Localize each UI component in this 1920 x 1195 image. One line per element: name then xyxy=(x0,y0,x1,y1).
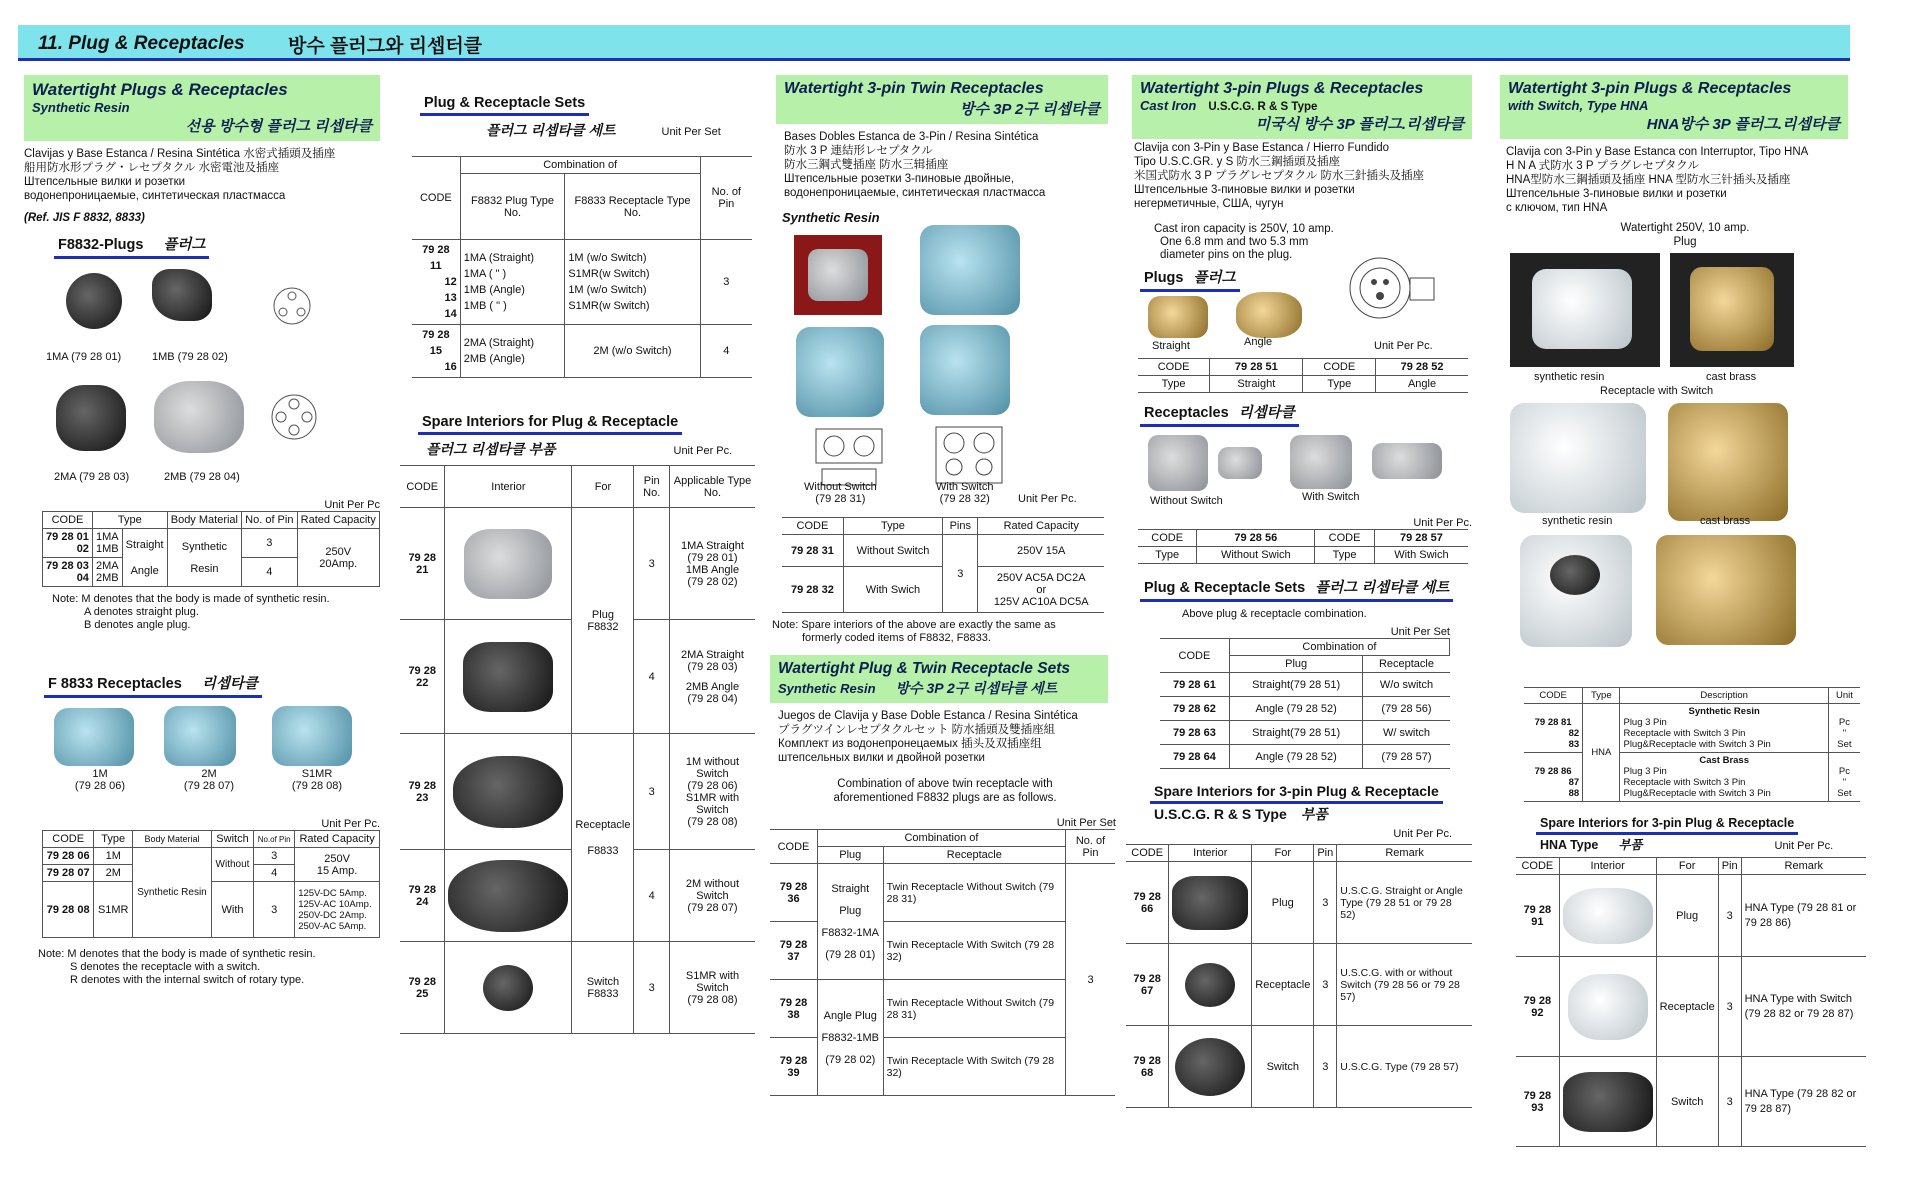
material-label: Synthetic Resin xyxy=(782,210,880,225)
subsection-title-ko: 플러그 리셉타클 세트 Unit Per Set xyxy=(486,122,721,138)
sets-table: CODE Combination of No. of Pin F8832 Plug Type No. F8833 Receptacle Type No. 79 28 11 12 13 14 1MA (Straight) 1MA ( " ) 1MB (Angle) 1MB ( " ) 1M (w/o Switch) S1MR(w Switch) 1M (w/o Switch) S1MR(w Switch) 3 79 28 15 16 2MA (Straight) 2MB (Angle) 2M (w/o Switch) 4 xyxy=(412,156,752,378)
interior-image xyxy=(1175,1038,1245,1096)
interior-image xyxy=(1172,876,1248,930)
note: Note: Spare interiors of the above are exactly the same as formerly coded items of F8832, F8833. xyxy=(772,619,1056,644)
receptacle-s1mr-image xyxy=(272,706,352,766)
receptacle-without-switch-image xyxy=(1148,435,1208,491)
combination-note: Combination of above twin receptacle with aforementioned F8832 plugs are as follows. xyxy=(833,778,1057,804)
uscg-sets-table: CODE Combination of Plug Receptacle 79 28 61 Straight(79 28 51) W/o switch 79 28 62 Angle (79 28 52) (79 28 56) 79 28 63 Straight(79 28 51) W/ switch 79 28 64 Angle (79 28 52) (79 28 57) xyxy=(1160,638,1450,769)
section-header xyxy=(776,75,1108,124)
subsection-subtitle: U.S.C.G. R & S Type 부품 xyxy=(1154,806,1328,822)
desc-line: Clavijas y Base Estanca / Resina Sintética 水密式插頭及插座 xyxy=(24,148,336,160)
receptacles-table: CODE Type Body Material Switch No.of Pin Rated Capacity 79 28 06 1M Synthetic Resin Without 3 250V 15 Amp. 79 28 07 2M 4 79 28 08 S1MR With 3 125V-DC 5Amp. 125V-AC 10Amp. 250V-DC 2Amp. 250V-AC 5Amp. xyxy=(42,830,380,938)
unit-label: Unit Per Set xyxy=(1390,626,1450,638)
multilang-desc xyxy=(24,147,380,225)
section-title-ko: 미국식 방수 3P 플러그.리셉타클 xyxy=(1255,116,1464,133)
unit-label: Unit Per Pc. xyxy=(1413,517,1472,529)
column-plugs-receptacles xyxy=(24,75,380,987)
interior-image xyxy=(453,756,563,828)
receptacle-2m-image xyxy=(164,706,236,766)
uscg-spare-table: CODE Interior For Pin Remark 79 28 66 Plug 3 U.S.C.G. Straight or Angle Type (79 28 51 or 79 28 52) 79 28 67 Receptacle 3 U.S.C.G. with or without Switch (79 28 56 or 79 28 57) 79 28 68 Switch 3 U.S.C.G. Type (79 28 57) xyxy=(1126,844,1472,1108)
subsection-title: F8832-Plugs 플러그 xyxy=(54,233,209,259)
section-title: Watertight 3-pin Plugs & Receptacles xyxy=(1508,80,1792,97)
caption: With Switch (79 28 32) xyxy=(936,481,994,505)
caption: cast brass xyxy=(1706,371,1757,383)
interior-image xyxy=(464,529,552,599)
plug-angle-image xyxy=(1236,292,1302,338)
unit-label: Unit Per Pc. xyxy=(1374,340,1433,352)
interior-image xyxy=(1563,888,1653,944)
section-title: Watertight 3-pin Plugs & Receptacles xyxy=(1140,80,1424,97)
twin-receptacle-table: CODE Type Pins Rated Capacity 79 28 31 Without Switch 3 250V 15A 79 28 32 With Swich 250V AC5A DC2A or 125V AC10A DC5A xyxy=(782,517,1104,613)
page-title-ko: 방수 플러그와 리셉터클 xyxy=(288,36,483,57)
section-header: Watertight 3-pin Plugs & Receptacles Cast Iron U.S.C.G. R & S Type 미국식 방수 3P 플러그.리셉타클 xyxy=(1132,75,1472,139)
uscg-receptacle-images xyxy=(1126,427,1496,517)
caption: 1MB (79 28 02) xyxy=(152,351,228,363)
twin-receptacle-open-image xyxy=(920,325,1010,415)
section-header: Watertight Plug & Twin Receptacle Sets Synthetic Resin 방수 3P 2구 리셉타클 세트 xyxy=(770,655,1108,703)
hna-plug-brass-photo xyxy=(1670,253,1794,367)
caption: Straight xyxy=(1152,340,1190,352)
section-header xyxy=(1500,75,1848,139)
hna-receptacle-resin-image xyxy=(1510,403,1646,513)
unit-label: Unit Per Pc. xyxy=(1393,828,1452,840)
caption: synthetic resin xyxy=(1542,515,1613,527)
unit-label: Unit Per Pc xyxy=(324,499,380,511)
subsection-title: Spare Interiors for 3-pin Plug & Receptacle xyxy=(1536,816,1798,835)
hna-set-brass-image xyxy=(1656,535,1796,645)
caption: cast brass xyxy=(1700,515,1751,527)
section-subtitle: Synthetic Resin xyxy=(32,100,130,115)
interior-image xyxy=(1563,1072,1653,1132)
twin-receptacle-images xyxy=(770,225,1120,505)
plug-straight-image xyxy=(1148,296,1208,338)
subsection-title: Spare Interiors for Plug & Receptacle xyxy=(418,414,682,435)
plug-2mb-image xyxy=(154,381,244,453)
section-title: Watertight Plug & Twin Receptacle Sets xyxy=(778,660,1070,677)
unit-label: Unit Per Pc. xyxy=(321,818,380,830)
interior-image xyxy=(448,860,568,932)
hna-receptacle-brass-image xyxy=(1668,403,1788,521)
column-twin-receptacles xyxy=(770,75,1120,1096)
caption: Receptacle with Switch xyxy=(1600,385,1714,397)
subsection-subtitle: HNA Type 부품 Unit Per Pc. xyxy=(1540,838,1834,852)
caption: 1M (79 28 06) xyxy=(74,768,126,792)
caption: Without Switch (79 28 31) xyxy=(804,481,877,505)
plug-3pin-diagram xyxy=(252,281,332,331)
caption: Angle xyxy=(1244,336,1273,348)
caption: 2MB (79 28 04) xyxy=(164,471,240,483)
section-subtitle: with Switch, Type HNA xyxy=(1508,98,1649,113)
section-title-ko: 선용 방수형 플러그 리셉타클 xyxy=(185,118,372,135)
page-header xyxy=(18,25,1850,61)
interior-image xyxy=(1185,963,1235,1007)
multilang-desc: Bases Dobles Estanca de 3-Pin / Resina Sintética 防水 3 P 連結形レセプタクル 防水三鋼式雙插座 防水三辑插座 Штепсельные розетки 3-пиновые двойные, водонепроницаемые, синтетическая пластмасса xyxy=(784,131,1046,199)
plug-1mb-image xyxy=(152,269,212,321)
caption: S1MR (79 28 08) xyxy=(291,768,343,792)
subsection-title-ko: 플러그 리셉타클 부품 Unit Per Pc. xyxy=(426,441,733,457)
section-title: Watertight 3-pin Twin Receptacles xyxy=(784,80,1044,97)
desc-line: Штепсельные вилки и розетки xyxy=(24,176,186,188)
subsection-title: Spare Interiors for 3-pin Plug & Receptacle xyxy=(1150,783,1443,804)
hna-plug-resin-photo xyxy=(1510,253,1660,367)
receptacle-images xyxy=(24,698,380,802)
receptacle-part-image xyxy=(1372,443,1442,479)
unit-label: Unit Per Set xyxy=(1056,817,1116,829)
subsection-title: Plug & Receptacle Sets xyxy=(420,95,589,116)
reference: (Ref. JIS F 8832, 8833) xyxy=(24,212,145,224)
caption: 1MA (79 28 01) xyxy=(46,351,122,363)
subsection-title: Plugs 플러그 xyxy=(1140,266,1240,292)
hna-set-resin-image xyxy=(1520,535,1632,647)
twin-sets-table: CODE Combination of No. of Pin Plug Receptacle 79 28 36 Straight Plug F8832-1MA (79 28 01) Twin Receptacle Without Switch (79 28 31) 3 79 28 37 Twin Receptacle With Switch (79 28 32) 79 28 38 Angle Plug F8832-1MB (79 28 02) Twin Receptacle Without Switch (79 28 31) 79 28 39 Twin Receptacle With Switch (79 28 32) xyxy=(770,829,1115,1096)
receptacle-part-image xyxy=(1218,447,1262,479)
twin-receptacle-front-image xyxy=(796,327,884,417)
multilang-desc: Clavija con 3-Pin y Base Estanca con Interruptor, Tipo HNA H N A 式防水 3 P プラグレセプタクル HNA型防水三鋼插頭及插座 HNA 型防水三针插头及插座 Штепсельные 3-пиновые вилки и розетки с ключом, тип HNA xyxy=(1506,146,1809,214)
column-uscg xyxy=(1126,75,1496,1108)
hna-spare-table: CODE Interior For Pin Remark 79 28 91 Plug 3 HNA Type (79 28 81 or 79 28 86) 79 28 92 Receptacle 3 HNA Type with Switch (79 28 82 or 79 28 87) 79 28 93 Switch 3 HNA Type (79 28 82 or 79 28 87) xyxy=(1516,857,1866,1147)
plug-2ma-image xyxy=(56,385,126,451)
spec-desc: Watertight 250V, 10 amp. Plug xyxy=(1620,222,1750,248)
desc-line: водонепроницаемые, синтетическая пластмасса xyxy=(24,190,286,202)
hna-images xyxy=(1500,249,1870,687)
spec-desc: Cast iron capacity is 250V, 10 amp. One 6.8 mm and two 5.3 mm diameter pins on the plug. xyxy=(1154,223,1334,261)
uscg-receptacles-table: CODE 79 28 56 CODE 79 28 57 Type Without Swich Type With Swich xyxy=(1138,529,1468,564)
interior-image xyxy=(483,965,533,1011)
section-title-ko: HNA방수 3P 플러그.리셉타클 xyxy=(1646,116,1840,133)
plug-1ma-image xyxy=(66,273,122,329)
receptacle-with-switch-image xyxy=(1290,435,1352,489)
note: Note: M denotes that the body is made of synthetic resin. A denotes straight plug. B denotes angle plug. xyxy=(52,593,330,631)
multilang-desc: Juegos de Clavija y Base Doble Estanca / Resina Sintética プラグツインレセプタクルセット 防水插頭及雙插座組 Комплект из водонепронецаемых 插头及双插座组 штепсельных вилки и двойной розетки xyxy=(778,710,1078,764)
twin-receptacle-red-image xyxy=(794,235,882,315)
desc-line: 船用防水形プラグ・レセプタクル 水密電池及插座 xyxy=(24,162,280,174)
interior-image xyxy=(463,642,553,712)
section-title-ko: 방수 3P 2구 리셉타클 xyxy=(959,101,1100,118)
plugs-table: CODE Type Body Material No. of Pin Rated Capacity 79 28 01 02 1MA 1MB Straight Angle Synthetic Resin 3 250V 20Amp. 79 28 03 04 2MA 2MB 4 xyxy=(42,511,380,587)
plug-drawing xyxy=(1340,240,1440,330)
subsection-title: F 8833 Receptacles 리셉타클 xyxy=(44,672,262,698)
caption: 2MA (79 28 03) xyxy=(54,471,130,483)
subsection-title: Plug & Receptacle Sets 플러그 리셉타클 세트 xyxy=(1140,576,1453,602)
plug-images xyxy=(24,259,380,489)
column-sets xyxy=(400,75,760,1034)
note: Note: M denotes that the body is made of synthetic resin. S denotes the receptacle with a switch. R denotes with the internal switch of rotary type. xyxy=(38,948,316,986)
section-header xyxy=(24,75,380,141)
unit-label: Unit Per Pc. xyxy=(1018,493,1077,505)
caption: Without Switch xyxy=(1150,495,1223,507)
multilang-desc: Clavija con 3-Pin y Base Estanca / Hierro Fundido Tipo U.S.C.GR. y S 防水三鋼插頭及插座 米国式防水 3 P プラグレセプタクル 防水三針插头及插座 Штепсельные 3-пиновые вилки и розетки негерметичные, США, чугун xyxy=(1134,142,1424,210)
page-title: 11. Plug & Receptacles xyxy=(38,33,245,54)
receptacle-1m-image xyxy=(54,708,134,766)
section-title: Watertight Plugs & Receptacles xyxy=(32,80,288,99)
plug-4pin-diagram xyxy=(264,387,324,447)
caption: With Switch xyxy=(1302,491,1360,503)
sets-note: Above plug & receptacle combination. xyxy=(1182,608,1367,620)
spare-interiors-table: CODE Interior For Pin No. Applicable Type No. 79 28 21 Plug F8832 3 1MA Straight (79 28 01) 1MB Angle (79 28 02) 79 28 22 4 2MA Straight (79 28 03) 2MB Angle (79 28 04) 79 28 23 Receptacle F8833 3 1M without Switch (79 28 06) S1MR with Switch (79 28 08) 79 28 24 4 2M without Switch (79 28 07) 79 28 25 Switch F8833 3 S1MR with Switch (79 28 08) xyxy=(400,465,755,1034)
twin-receptacle-top-image xyxy=(920,225,1020,315)
caption: synthetic resin xyxy=(1534,371,1605,383)
uscg-plug-images xyxy=(1126,292,1496,358)
caption: 2M (79 28 07) xyxy=(183,768,235,792)
uscg-plugs-table: CODE 79 28 51 CODE 79 28 52 Type Straight Type Angle xyxy=(1138,358,1468,393)
subsection-title: Receptacles 리셉타클 xyxy=(1140,401,1299,427)
interior-image xyxy=(1568,974,1648,1040)
hna-table: CODE Type Description Unit 79 28 81 82 83 HNA Synthetic Resin Plug 3 Pin Receptacle with Switch 3 Pin Plug&Receptacle with Switch 3 Pin Pc " Set 79 28 86 87 88 Cast Brass Plug 3 Pin Receptacle with Switch 3 Pin Plug&Receptacle with Switch 3 Pin Pc " Set xyxy=(1524,687,1860,802)
column-hna xyxy=(1500,75,1870,1147)
